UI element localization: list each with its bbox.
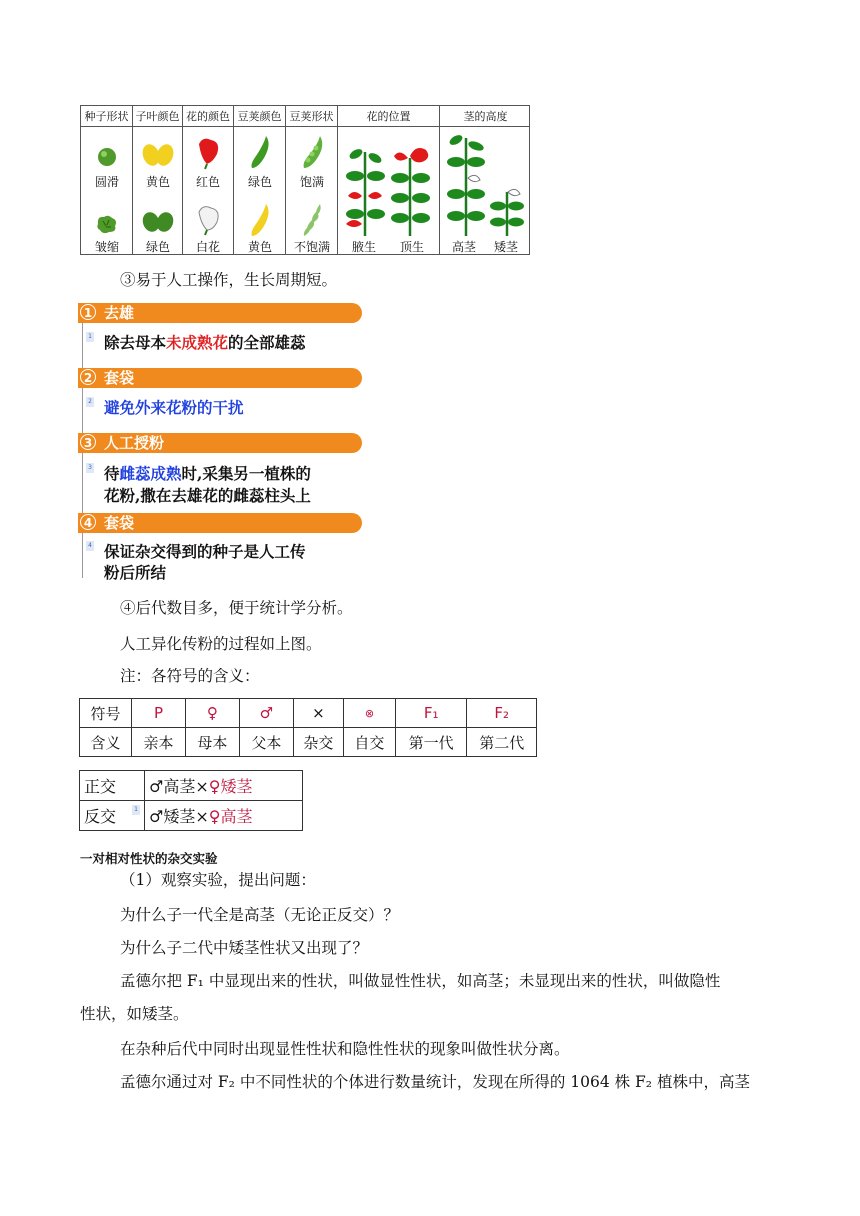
trait-col-flower-position bbox=[338, 106, 440, 254]
paragraph: 性状，如矮茎。 bbox=[80, 1005, 189, 1023]
wrinkled-seed-icon bbox=[95, 213, 119, 235]
step-4-text-line-1: 保证杂交得到的种子是人工传 bbox=[104, 542, 306, 561]
trait-col-pod-color bbox=[234, 106, 286, 254]
meaning-header-cell: 含义 bbox=[80, 728, 132, 757]
cross-row bbox=[80, 771, 303, 801]
step-marker: 4 bbox=[86, 541, 94, 551]
paragraph: （1）观察实验，提出问题： bbox=[120, 871, 316, 889]
meaning-cell: 母本 bbox=[185, 728, 239, 757]
round-seed-icon bbox=[96, 146, 118, 168]
meaning-row bbox=[80, 728, 537, 757]
meaning-cell: 父本 bbox=[239, 728, 293, 757]
step-number: 1 bbox=[80, 304, 96, 320]
step-4-bar bbox=[78, 513, 362, 533]
label-constricted: 不饱满 bbox=[293, 240, 330, 254]
paragraph-advantage-3: ③易于人工操作，生长周期短。 bbox=[120, 271, 338, 289]
label-terminal: 顶生 bbox=[399, 240, 424, 254]
green-cotyledon-icon bbox=[141, 210, 175, 234]
step-title: 套袋 bbox=[104, 514, 135, 532]
label-green: 绿色 bbox=[145, 240, 170, 254]
constricted-pod-icon bbox=[300, 202, 326, 238]
paragraph: 孟德尔通过对 F₂ 中不同性状的个体进行数量统计，发现在所得的 1064 株 F₂ 植株中，高茎 bbox=[120, 1073, 750, 1091]
label-axial: 腋生 bbox=[351, 240, 376, 254]
paragraph: 为什么子二代中矮茎性状又出现了？ bbox=[120, 939, 369, 957]
label-yellow: 黄色 bbox=[247, 240, 272, 254]
symbol-male: ♂ bbox=[239, 699, 293, 728]
step-2-text: 避免外来花粉的干扰 bbox=[104, 398, 244, 417]
step-marker: 1 bbox=[86, 332, 94, 342]
col-title: 子叶颜色 bbox=[135, 110, 180, 123]
label-white: 白花 bbox=[195, 240, 220, 254]
step-title: 套袋 bbox=[104, 369, 135, 387]
step-marker: 2 bbox=[86, 397, 94, 407]
footnote-marker: 1 bbox=[132, 805, 140, 815]
trait-col-stem-height bbox=[440, 106, 531, 254]
label-round: 圆滑 bbox=[94, 175, 119, 189]
full-pod-icon bbox=[300, 134, 326, 170]
step-number: 4 bbox=[80, 514, 96, 530]
dwarf-plant-icon bbox=[488, 186, 526, 236]
paragraph: 孟德尔把 F₁ 中显现出来的性状，叫做显性性状，如高茎；未显现出来的性状，叫做隐性 bbox=[120, 972, 721, 990]
step-2-bar bbox=[78, 368, 362, 388]
paragraph: 在杂种后代中同时出现显性性状和隐性性状的现象叫做性状分离。 bbox=[120, 1040, 570, 1058]
meaning-cell: 自交 bbox=[343, 728, 395, 757]
step-number: 2 bbox=[80, 369, 96, 385]
trait-col-pod-shape bbox=[286, 106, 338, 254]
trait-col-seed-shape bbox=[81, 106, 133, 254]
step-title: 人工授粉 bbox=[104, 434, 165, 452]
section-title: 一对相对性状的杂交实验 bbox=[80, 851, 218, 866]
col-title: 花的颜色 bbox=[186, 110, 230, 123]
label-yellow: 黄色 bbox=[145, 175, 170, 189]
reciprocal-cross-table bbox=[79, 770, 303, 831]
label-red: 红色 bbox=[195, 175, 220, 189]
paragraph: 为什么子一代全是高茎（无论正反交）？ bbox=[120, 906, 400, 924]
meaning-cell: 杂交 bbox=[293, 728, 343, 757]
cross-formula: ♂矮茎×♀高茎 bbox=[145, 801, 303, 831]
label-wrinkled: 皱缩 bbox=[94, 240, 119, 254]
cross-formula: ♂高茎×♀矮茎 bbox=[145, 771, 303, 801]
symbol-cross: × bbox=[293, 699, 343, 728]
tall-plant-icon bbox=[444, 132, 488, 236]
axial-flower-plant-icon bbox=[344, 144, 386, 236]
label-full: 饱满 bbox=[299, 175, 324, 189]
symbol-p: P bbox=[132, 699, 186, 728]
step-marker: 3 bbox=[86, 463, 94, 473]
col-title: 种子形状 bbox=[84, 110, 129, 123]
step-3-text-line-2: 花粉,撒在去雄花的雌蕊柱头上 bbox=[104, 486, 311, 505]
step-3-bar bbox=[78, 433, 362, 453]
col-title: 花的位置 bbox=[366, 110, 411, 123]
symbol-header-cell: 符号 bbox=[80, 699, 132, 728]
cross-row bbox=[80, 801, 303, 831]
step-number: 3 bbox=[80, 434, 96, 450]
meaning-cell: 第一代 bbox=[395, 728, 466, 757]
step-1-text: 除去母本未成熟花的全部雄蕊 bbox=[104, 333, 306, 352]
green-pod-icon bbox=[248, 134, 272, 170]
label-tall: 高茎 bbox=[451, 240, 476, 254]
step-1-bar bbox=[78, 303, 362, 323]
col-title: 茎的高度 bbox=[463, 110, 508, 123]
step-3-text-line-1: 待雌蕊成熟时,采集另一植株的 bbox=[104, 464, 311, 483]
step-4-text-line-2: 粉后所结 bbox=[104, 563, 167, 582]
white-flower-icon bbox=[195, 204, 223, 236]
symbol-table bbox=[79, 698, 537, 757]
label-green: 绿色 bbox=[247, 175, 272, 189]
symbol-female: ♀ bbox=[185, 699, 239, 728]
symbol-row bbox=[80, 699, 537, 728]
meaning-cell: 亲本 bbox=[132, 728, 186, 757]
label-dwarf: 矮茎 bbox=[493, 240, 518, 254]
paragraph-process-note: 人工异化传粉的过程如上图。 bbox=[120, 635, 322, 653]
trait-col-cotyledon-color bbox=[133, 106, 183, 254]
meaning-cell: 第二代 bbox=[467, 728, 537, 757]
cross-label: 正交 bbox=[80, 771, 145, 801]
paragraph-advantage-4: ④后代数目多，便于统计学分析。 bbox=[120, 599, 353, 617]
yellow-pod-icon bbox=[248, 202, 272, 238]
symbol-self: ⊗ bbox=[343, 699, 395, 728]
terminal-flower-plant-icon bbox=[390, 144, 434, 236]
col-title: 豆荚形状 bbox=[289, 110, 334, 123]
step-title: 去雄 bbox=[104, 304, 135, 322]
cross-label: 反交 1 bbox=[80, 801, 145, 831]
red-flower-icon bbox=[195, 136, 223, 170]
yellow-cotyledon-icon bbox=[141, 142, 175, 168]
col-title: 豆荚颜色 bbox=[237, 110, 282, 123]
symbol-f1: F₁ bbox=[395, 699, 466, 728]
trait-col-flower-color bbox=[183, 106, 234, 254]
paragraph-symbol-note: 注：各符号的含义： bbox=[120, 667, 260, 685]
symbol-f2: F₂ bbox=[467, 699, 537, 728]
trait-figure bbox=[80, 105, 530, 255]
